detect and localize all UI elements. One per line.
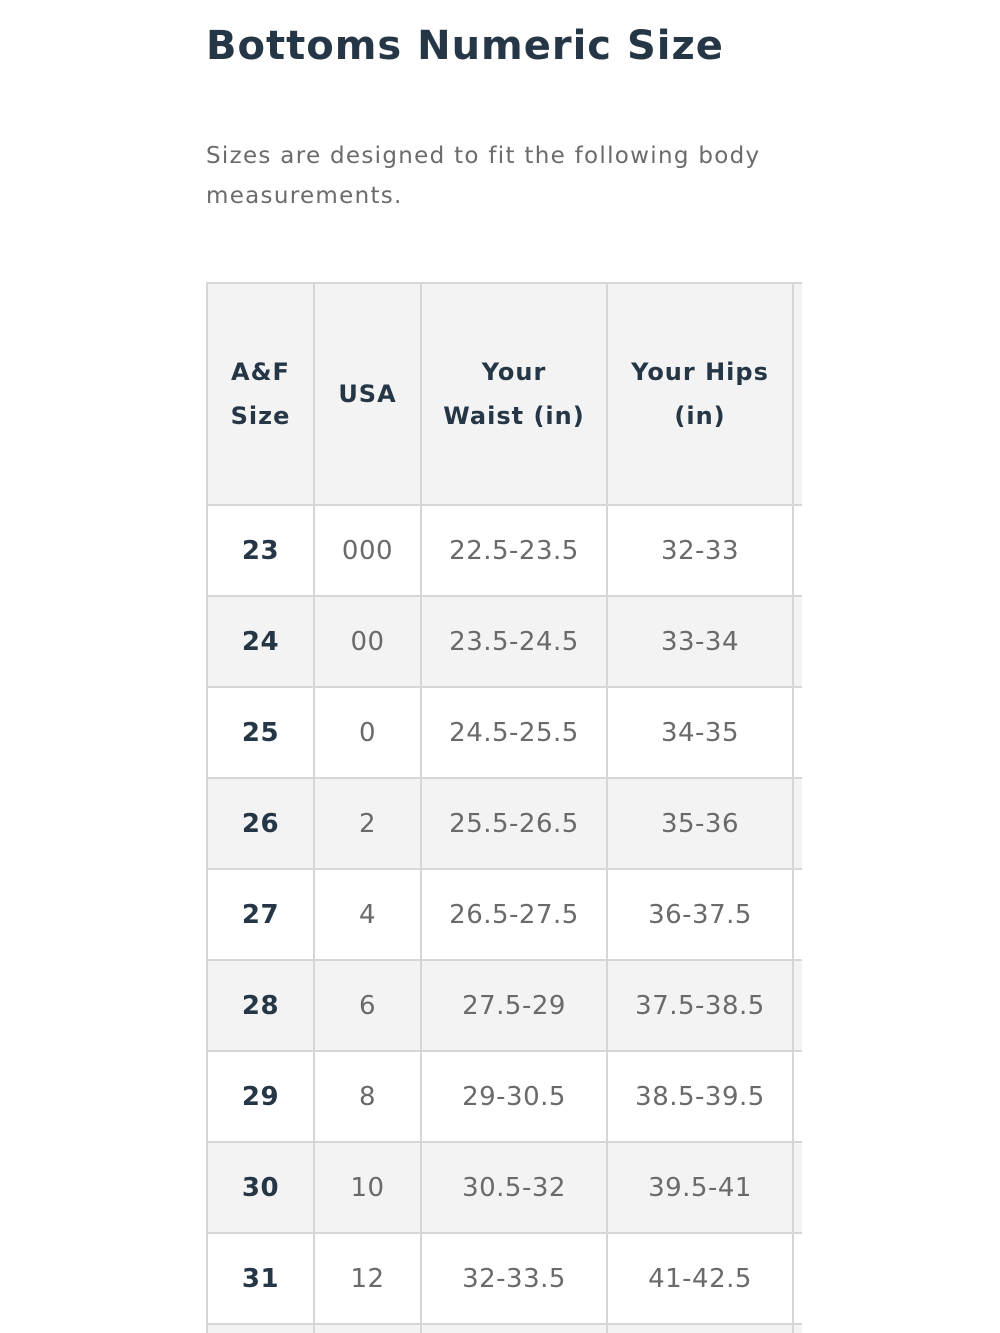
cut-off-cell [793, 1142, 802, 1233]
waist-cell: 26.5-27.5 [421, 869, 607, 960]
header-waist-line1: Your [481, 358, 547, 386]
waist-cell: 29-30.5 [421, 1051, 607, 1142]
header-usa-line1: USA [338, 380, 397, 408]
header-cut-off-column [793, 283, 802, 505]
af-size-cell: 28 [207, 960, 314, 1051]
waist-cell: 25.5-26.5 [421, 778, 607, 869]
usa-size-cell: 00 [314, 596, 421, 687]
waist-cell [421, 1324, 607, 1333]
header-usa [314, 283, 421, 505]
table-row [207, 687, 802, 778]
table-row [207, 1142, 802, 1233]
af-size-cell [207, 1324, 314, 1333]
size-table-scroll-container[interactable] [206, 282, 802, 1333]
intro-text: Sizes are designed to fit the following body measurements. [206, 143, 761, 209]
table-row [207, 960, 802, 1051]
cut-off-cell [793, 1051, 802, 1142]
header-waist [421, 283, 607, 505]
header-af-size-line2: Size [230, 402, 291, 430]
cut-off-cell [793, 778, 802, 869]
af-size-cell: 25 [207, 687, 314, 778]
hips-cell: 33-34 [607, 596, 793, 687]
waist-cell: 22.5-23.5 [421, 505, 607, 596]
usa-size-cell: 10 [314, 1142, 421, 1233]
table-header-row [207, 283, 802, 505]
cut-off-cell [793, 869, 802, 960]
af-size-cell: 30 [207, 1142, 314, 1233]
waist-cell: 27.5-29 [421, 960, 607, 1051]
usa-size-cell: 12 [314, 1233, 421, 1324]
table-row [207, 1051, 802, 1142]
header-hips-line1: Your Hips [631, 358, 769, 386]
size-chart-table [206, 282, 802, 1333]
waist-cell: 32-33.5 [421, 1233, 607, 1324]
table-row [207, 596, 802, 687]
hips-cell: 37.5-38.5 [607, 960, 793, 1051]
cut-off-cell [793, 505, 802, 596]
header-hips-line2: (in) [674, 402, 726, 430]
cut-off-cell [793, 960, 802, 1051]
af-size-cell: 26 [207, 778, 314, 869]
cut-off-cell [793, 596, 802, 687]
header-af-size-line1: A&F [231, 358, 290, 386]
usa-size-cell: 6 [314, 960, 421, 1051]
usa-size-cell [314, 1324, 421, 1333]
af-size-cell: 31 [207, 1233, 314, 1324]
hips-cell: 41-42.5 [607, 1233, 793, 1324]
af-size-cell: 29 [207, 1051, 314, 1142]
cut-off-cell [793, 1324, 802, 1333]
af-size-cell: 27 [207, 869, 314, 960]
waist-cell: 24.5-25.5 [421, 687, 607, 778]
hips-cell: 35-36 [607, 778, 793, 869]
header-af-size [207, 283, 314, 505]
waist-cell: 30.5-32 [421, 1142, 607, 1233]
af-size-cell: 24 [207, 596, 314, 687]
hips-cell [607, 1324, 793, 1333]
header-hips [607, 283, 793, 505]
hips-cell: 36-37.5 [607, 869, 793, 960]
hips-cell: 38.5-39.5 [607, 1051, 793, 1142]
header-waist-line2: Waist (in) [443, 402, 585, 430]
cut-off-cell [793, 1233, 802, 1324]
hips-cell: 34-35 [607, 687, 793, 778]
af-size-cell: 23 [207, 505, 314, 596]
usa-size-cell: 2 [314, 778, 421, 869]
usa-size-cell: 8 [314, 1051, 421, 1142]
table-row [207, 1324, 802, 1333]
usa-size-cell: 000 [314, 505, 421, 596]
usa-size-cell: 4 [314, 869, 421, 960]
usa-size-cell: 0 [314, 687, 421, 778]
table-row [207, 1233, 802, 1324]
table-row [207, 869, 802, 960]
hips-cell: 32-33 [607, 505, 793, 596]
cut-off-cell [793, 687, 802, 778]
table-row [207, 505, 802, 596]
hips-cell: 39.5-41 [607, 1142, 793, 1233]
table-row [207, 778, 802, 869]
page-title: Bottoms Numeric Size [206, 23, 724, 69]
waist-cell: 23.5-24.5 [421, 596, 607, 687]
